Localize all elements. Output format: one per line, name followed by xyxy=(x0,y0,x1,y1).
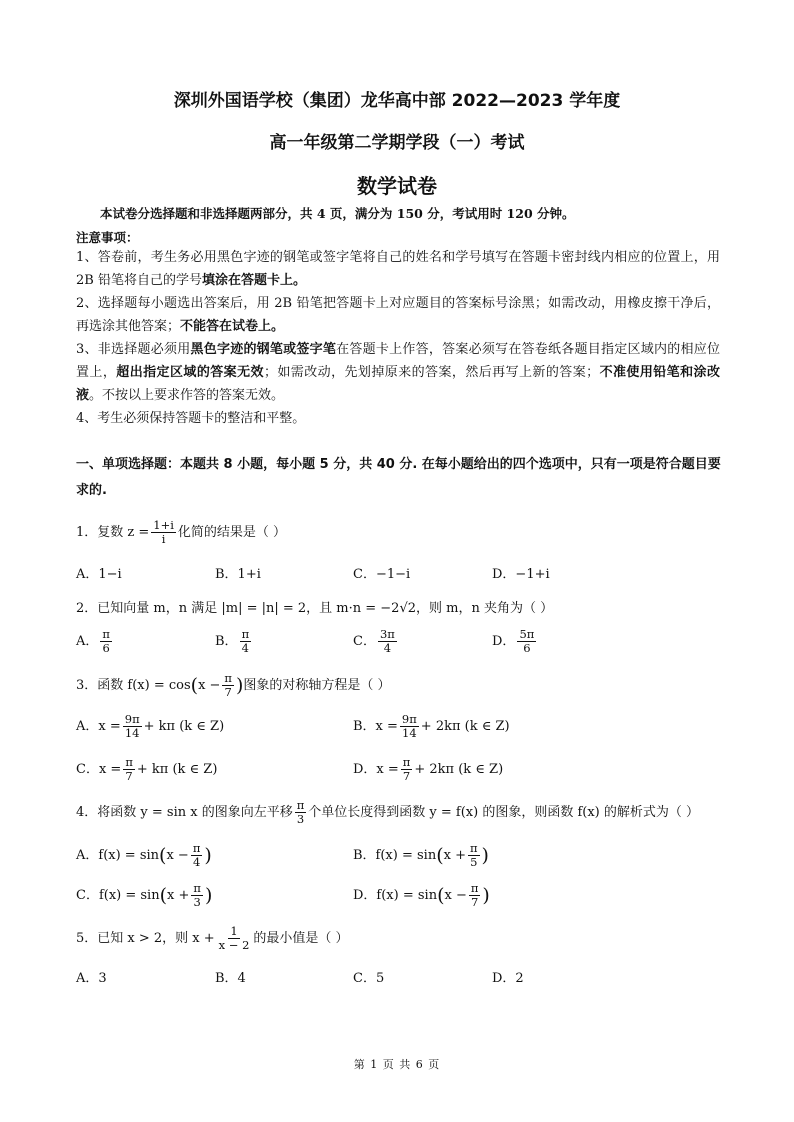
q4-d-paren-close: ) xyxy=(482,884,490,907)
q3-c-den: 7 xyxy=(125,769,133,783)
q3-a-suffix: + kπ (k ∈ Z) xyxy=(143,719,225,734)
q5-option-c: C．5 xyxy=(353,971,385,986)
section-1-heading: 一、单项选择题：本题共 8 小题，每小题 5 分，共 40 分. 在每小题给出的四个选项中，只有一项是符合题目要求的. xyxy=(76,457,721,498)
q4-prefix: 4．将函数 y = sin x 的图象向左平移 xyxy=(76,805,293,820)
q2-c-den: 4 xyxy=(383,641,392,655)
q4-suffix: 个单位长度得到函数 y = f(x) 的图象，则函数 f(x) 的解析式为（ ） xyxy=(308,805,700,820)
q5-option-b: B．4 xyxy=(215,971,246,986)
note-3-bold-f: 不准使用铅笔和涂改液 xyxy=(76,365,720,403)
q1-option-b: B．1+i xyxy=(215,567,261,582)
question-2: 2．已知向量 m，n 满足 |m| = |n| = 2，且 m·n = −2√2，则 m，n 夹角为（ ） xyxy=(76,601,554,616)
q4-b-num: π xyxy=(469,841,478,855)
q3-a-den: 14 xyxy=(124,726,140,740)
q2-b-label: B． xyxy=(215,634,238,649)
q3-suffix: 图象的对称轴方程是（ ） xyxy=(243,678,391,693)
q3-option-c xyxy=(76,756,217,783)
q3-d-label: D．x = xyxy=(353,762,399,777)
q5-den: x − 2 xyxy=(218,938,250,952)
question-3 xyxy=(76,672,391,699)
q4-option-a xyxy=(76,842,212,869)
note-4: 4、考生必须保持答题卡的整洁和平整。 xyxy=(76,411,306,426)
question-1 xyxy=(76,519,286,546)
question-5 xyxy=(76,925,349,952)
q4-d-inner: x − xyxy=(444,888,467,903)
q4-c-den: 3 xyxy=(193,895,201,909)
q2-a-fraction xyxy=(100,628,112,655)
q3-c-suffix: + kπ (k ∈ Z) xyxy=(136,762,218,777)
q1-option-d: D．−1+i xyxy=(492,567,550,582)
note-2-bold: 不能答在试卷上。 xyxy=(180,319,285,334)
q4-option-d xyxy=(353,882,490,909)
q3-c-label: C．x = xyxy=(76,762,122,777)
q2-c-label: C． xyxy=(353,634,376,649)
note-1-text: 1、答卷前，考生务必用黑色字迹的钢笔或签字笔将自己的姓名和学号填写在答题卡密封线内相应的位置上，用 2B 铅笔将自己的学号 xyxy=(76,250,720,288)
q2-b-fraction xyxy=(240,628,252,655)
q5-option-a: A．3 xyxy=(76,971,107,986)
q3-b-fraction xyxy=(400,713,419,740)
q3-prefix: 3．函数 f(x) = cos xyxy=(76,678,191,693)
note-1-bold: 填涂在答题卡上。 xyxy=(201,273,306,288)
note-1 xyxy=(76,246,720,292)
note-3 xyxy=(76,338,720,407)
q5-option-d: D．2 xyxy=(492,971,524,986)
q2-option-c xyxy=(353,628,399,655)
q3-paren-open: ( xyxy=(190,674,199,697)
q3-num: π xyxy=(224,671,232,685)
q2-c-num: 3π xyxy=(379,627,395,641)
q4-a-num: π xyxy=(192,841,201,855)
q4-num: π xyxy=(296,798,305,812)
q4-a-den: 4 xyxy=(192,855,201,869)
note-3-bold-d: 超出指定区域的答案无效 xyxy=(116,365,264,380)
q3-a-label: A．x = xyxy=(76,719,121,734)
q5-num: 1 xyxy=(230,924,238,938)
q3-inner: x − xyxy=(198,678,221,693)
question-4 xyxy=(76,799,699,826)
q3-c-num: π xyxy=(125,755,133,769)
q2-d-label: D． xyxy=(492,634,516,649)
q3-option-b xyxy=(353,713,510,740)
q4-c-paren-open: ( xyxy=(159,884,168,907)
q3-a-num: 9π xyxy=(124,712,140,726)
q4-a-fraction xyxy=(191,842,203,869)
note-3-text-a: 3、非选择题必须用 xyxy=(76,342,191,357)
q1-num: 1+i xyxy=(153,518,174,532)
q2-b-den: 4 xyxy=(241,641,249,655)
q2-a-num: π xyxy=(102,627,110,641)
q3-option-a xyxy=(76,713,224,740)
q4-d-label: D．f(x) = sin xyxy=(353,888,438,903)
notes-heading: 注意事项： xyxy=(76,230,139,245)
exam-subject-title: 数学试卷 xyxy=(357,174,437,198)
q3-paren-close: ) xyxy=(235,674,244,697)
q1-fraction xyxy=(151,519,176,546)
q4-b-paren-close: ) xyxy=(481,844,489,867)
exam-term-title: 高一年级第二学期学段（一）考试 xyxy=(269,133,525,153)
q2-d-fraction xyxy=(517,628,536,655)
q4-b-inner: x + xyxy=(443,848,466,863)
q3-b-suffix: + 2kπ (k ∈ Z) xyxy=(420,719,510,734)
q2-a-den: 6 xyxy=(102,641,110,655)
exam-school-title: 深圳外国语学校（集团）龙华高中部 2022—2023 学年度 xyxy=(173,91,621,111)
q4-d-num: π xyxy=(470,881,479,895)
q2-d-den: 6 xyxy=(523,641,531,655)
q1-option-c: C．−1−i xyxy=(353,567,411,582)
q4-fraction xyxy=(295,799,307,826)
q3-d-fraction xyxy=(401,756,413,783)
q5-prefix: 5．已知 x > 2，则 x + xyxy=(76,931,215,946)
page-footer: 第 1 页 共 6 页 xyxy=(353,1058,441,1071)
q4-a-inner: x − xyxy=(166,848,189,863)
q2-option-a xyxy=(76,628,114,655)
q3-b-den: 14 xyxy=(402,726,417,740)
note-3-bold-a: 黑色字迹的钢笔或签字笔 xyxy=(190,342,337,357)
q3-c-fraction xyxy=(123,756,135,783)
q5-fraction xyxy=(217,925,252,952)
q4-c-num: π xyxy=(193,881,201,895)
note-2-text: 2、选择题每小题选出答案后，用 2B 铅笔把答题卡上对应题目的答案标号涂黑；如需改动，用橡皮擦干净后，再选涂其他答案； xyxy=(76,296,720,334)
q2-c-fraction xyxy=(378,628,397,655)
q4-a-paren-close: ) xyxy=(204,844,212,867)
q3-d-den: 7 xyxy=(402,769,411,783)
q3-a-fraction xyxy=(123,713,142,740)
q4-den: 3 xyxy=(296,812,305,826)
q3-b-num: 9π xyxy=(401,712,417,726)
q5-suffix: 的最小值是（ ） xyxy=(253,931,349,946)
q4-d-paren-open: ( xyxy=(437,884,445,907)
q2-b-num: π xyxy=(241,627,250,641)
q4-d-den: 7 xyxy=(470,895,479,909)
q3-fraction xyxy=(222,672,234,699)
q1-prefix: 1．复数 z = xyxy=(76,525,150,540)
q2-option-d xyxy=(492,628,538,655)
q1-den: i xyxy=(161,532,166,546)
q4-b-den: 5 xyxy=(470,855,478,869)
note-3-text-g: 。不按以上要求作答的答案无效。 xyxy=(89,388,285,403)
q4-a-label: A．f(x) = sin xyxy=(76,848,160,863)
q3-b-label: B．x = xyxy=(353,719,398,734)
q2-d-num: 5π xyxy=(519,627,535,641)
q3-option-d xyxy=(353,756,503,783)
q4-option-b xyxy=(353,842,489,869)
q4-c-inner: x + xyxy=(167,888,190,903)
q4-option-c xyxy=(76,882,212,909)
q4-b-paren-open: ( xyxy=(436,844,444,867)
exam-intro: 本试卷分选择题和非选择题两部分，共 4 页，满分为 150 分，考试用时 120 分钟。 xyxy=(100,206,575,221)
q4-c-label: C．f(x) = sin xyxy=(76,888,160,903)
q4-c-fraction xyxy=(191,882,203,909)
q2-a-label: A． xyxy=(76,634,99,649)
q1-suffix: 化简的结果是（ ） xyxy=(177,525,287,540)
note-2 xyxy=(76,292,720,338)
q4-d-fraction xyxy=(469,882,481,909)
q3-d-num: π xyxy=(402,755,411,769)
q4-c-paren-close: ) xyxy=(204,884,213,907)
q4-a-paren-open: ( xyxy=(159,844,167,867)
note-3-text-c: 在答题卡上作答，答案必须写在答卷纸各题目指定区域内的相应位置上， xyxy=(76,342,720,380)
q3-d-suffix: + 2kπ (k ∈ Z) xyxy=(414,762,504,777)
q4-b-label: B．f(x) = sin xyxy=(353,848,437,863)
note-3-text-e: ；如需改动，先划掉原来的答案，然后再写上新的答案； xyxy=(263,365,600,380)
q4-b-fraction xyxy=(468,842,480,869)
q3-den: 7 xyxy=(224,685,232,699)
q1-option-a: A．1−i xyxy=(76,567,122,582)
q2-option-b xyxy=(215,628,253,655)
